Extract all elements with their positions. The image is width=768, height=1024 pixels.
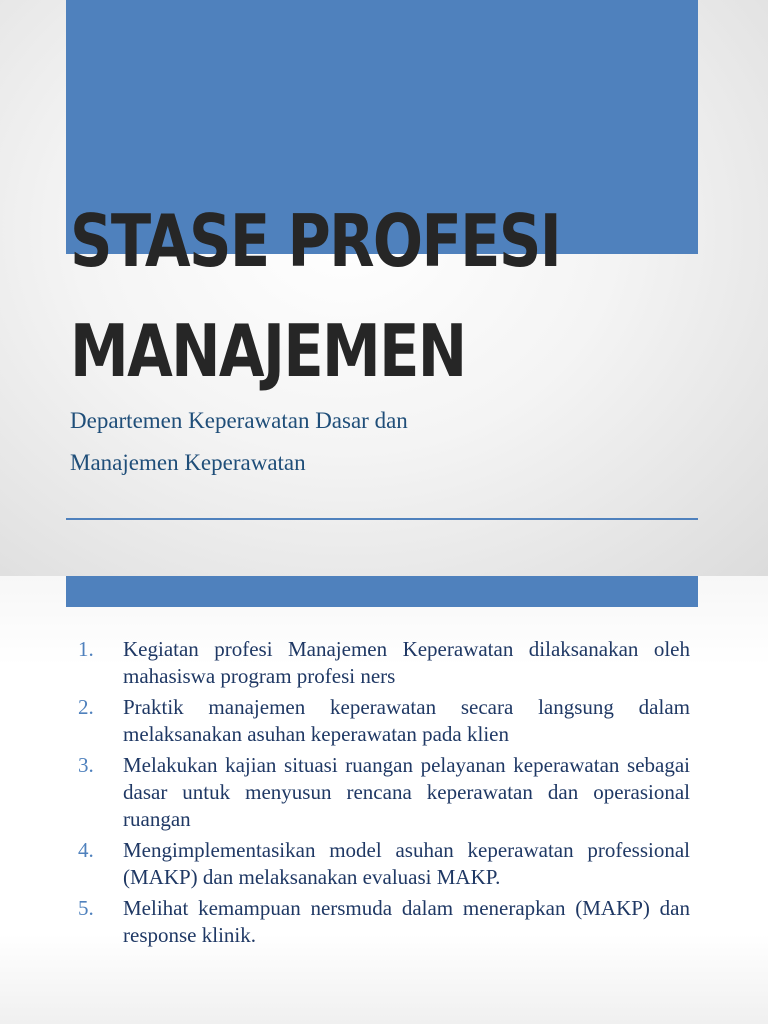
list-item-text: Mengimplementasikan model asuhan keperawatan professional (MAKP) dan melaksanakan evaluasi MAKP. [123, 838, 690, 889]
list-item-number: 5. [78, 896, 94, 920]
objectives-list [70, 636, 690, 953]
list-item-text: Kegiatan profesi Manajemen Keperawatan dilaksanakan oleh mahasiswa program profesi ners [123, 637, 690, 688]
slide-title-line-2: MANAJEMEN [70, 309, 466, 393]
slide-subtitle-line-2: Manajemen Keperawatan [70, 450, 306, 475]
slide-subtitle [70, 400, 690, 484]
content-slide [0, 576, 768, 1024]
content-accent-bar [66, 576, 698, 607]
list-item [70, 837, 690, 891]
list-item [70, 636, 690, 690]
list-item-number: 1. [78, 637, 94, 661]
list-item [70, 694, 690, 748]
list-item [70, 752, 690, 833]
list-item-text: Melakukan kajian situasi ruangan pelayanan keperawatan sebagai dasar untuk menyusun rencana keperawatan dan operasional ruangan [123, 753, 690, 831]
slide-subtitle-line-1: Departemen Keperawatan Dasar dan [70, 408, 408, 433]
list-item [70, 895, 690, 949]
slide-title-line-1: STASE PROFESI [70, 199, 561, 283]
list-item-number: 3. [78, 753, 94, 777]
slide-title [70, 186, 611, 406]
list-item-text: Praktik manajemen keperawatan secara langsung dalam melaksanakan asuhan keperawatan pada klien [123, 695, 690, 746]
subtitle-divider [66, 518, 698, 520]
list-item-number: 2. [78, 695, 94, 719]
list-item-text: Melihat kemampuan nersmuda dalam menerapkan (MAKP) dan response klinik. [123, 896, 690, 947]
list-item-number: 4. [78, 838, 94, 862]
